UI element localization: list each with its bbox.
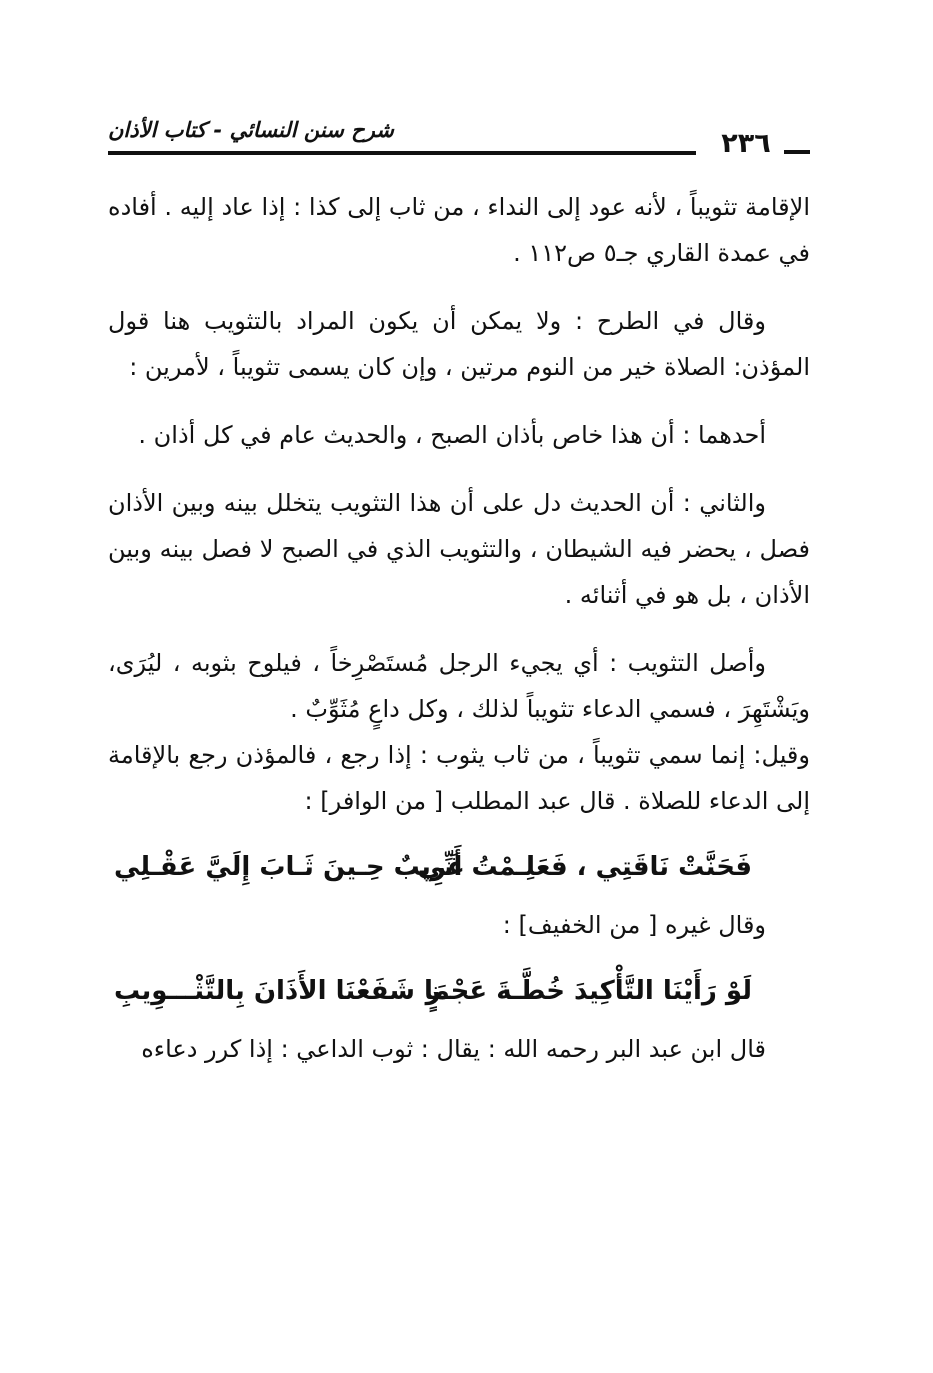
verse-intro: وقال غيره [ من الخفيف] : xyxy=(502,911,766,939)
paragraph: الإقامة تثويباً ، لأنه عود إلى النداء ، من ثاب إلى كذا : إذا عاد إليه . أفاده في عمدة القاري جـ٥ ص١١٢ . xyxy=(108,193,810,267)
page-body xyxy=(108,184,810,1072)
verse-first-hemistich: فَحَنَّتْ نَاقَتِي ، فَعَلِـمْتُ أَنِّي xyxy=(417,852,752,882)
running-title: شرح سنن النسائي - كتاب الأذان xyxy=(108,118,394,142)
verse-second-hemistich: مَا شَفَعْنَا الأَذَانَ بِالتَّثْـــوِيبِ xyxy=(114,976,450,1006)
running-header xyxy=(108,112,810,162)
page-number: ٢٣٦ xyxy=(721,128,771,159)
paragraph: أحدهما : أن هذا خاص بأذان الصبح ، والحديث عام في كل أذان . xyxy=(138,421,766,449)
poetry-verse xyxy=(108,958,810,1026)
paragraph: وقال في الطرح : ولا يمكن أن يكون المراد بالتثويب هنا قول المؤذن: الصلاة خير من النوم مرتين ، وإن كان يسمى تثويباً ، لأمرين : xyxy=(108,307,810,381)
header-rule xyxy=(108,151,696,155)
verse-second-hemistich: غَرِيبٌ حِـينَ ثَـابَ إِلَيَّ عَقْـلِي xyxy=(114,852,465,882)
paragraph: وأصل التثويب : أي يجيء الرجل مُستَصْرِخاً ، فيلوح بثوبه ، ليُرَى، ويَشْتَهِرَ ، فسمي الدعاء تثويباً لذلك ، وكل داعٍ مُثَوِّبٌ . xyxy=(108,649,810,723)
paragraph: والثاني : أن الحديث دل على أن هذا التثويب يتخلل بينه وبين الأذان فصل ، يحضر فيه الشيطان ، والتثويب الذي في الصبح لا فصل بينه وبين الأذان ، بل هو في أثنائه . xyxy=(108,489,810,609)
verse-first-hemistich: لَوْ رَأَيْنَا التَّأْكِيدَ خُطَّـةَ عَجْـزٍ xyxy=(425,976,752,1006)
page-number-dash xyxy=(784,150,810,154)
paragraph: وقيل: إنما سمي تثويباً ، من ثاب يثوب : إذا رجع ، فالمؤذن رجع بالإقامة إلى الدعاء للصلاة . قال عبد المطلب [ من الوافر] : xyxy=(108,741,810,815)
paragraph: قال ابن عبد البر رحمه الله : يقال : ثوب الداعي : إذا كرر دعاءه xyxy=(141,1035,766,1063)
poetry-verse xyxy=(108,834,810,902)
